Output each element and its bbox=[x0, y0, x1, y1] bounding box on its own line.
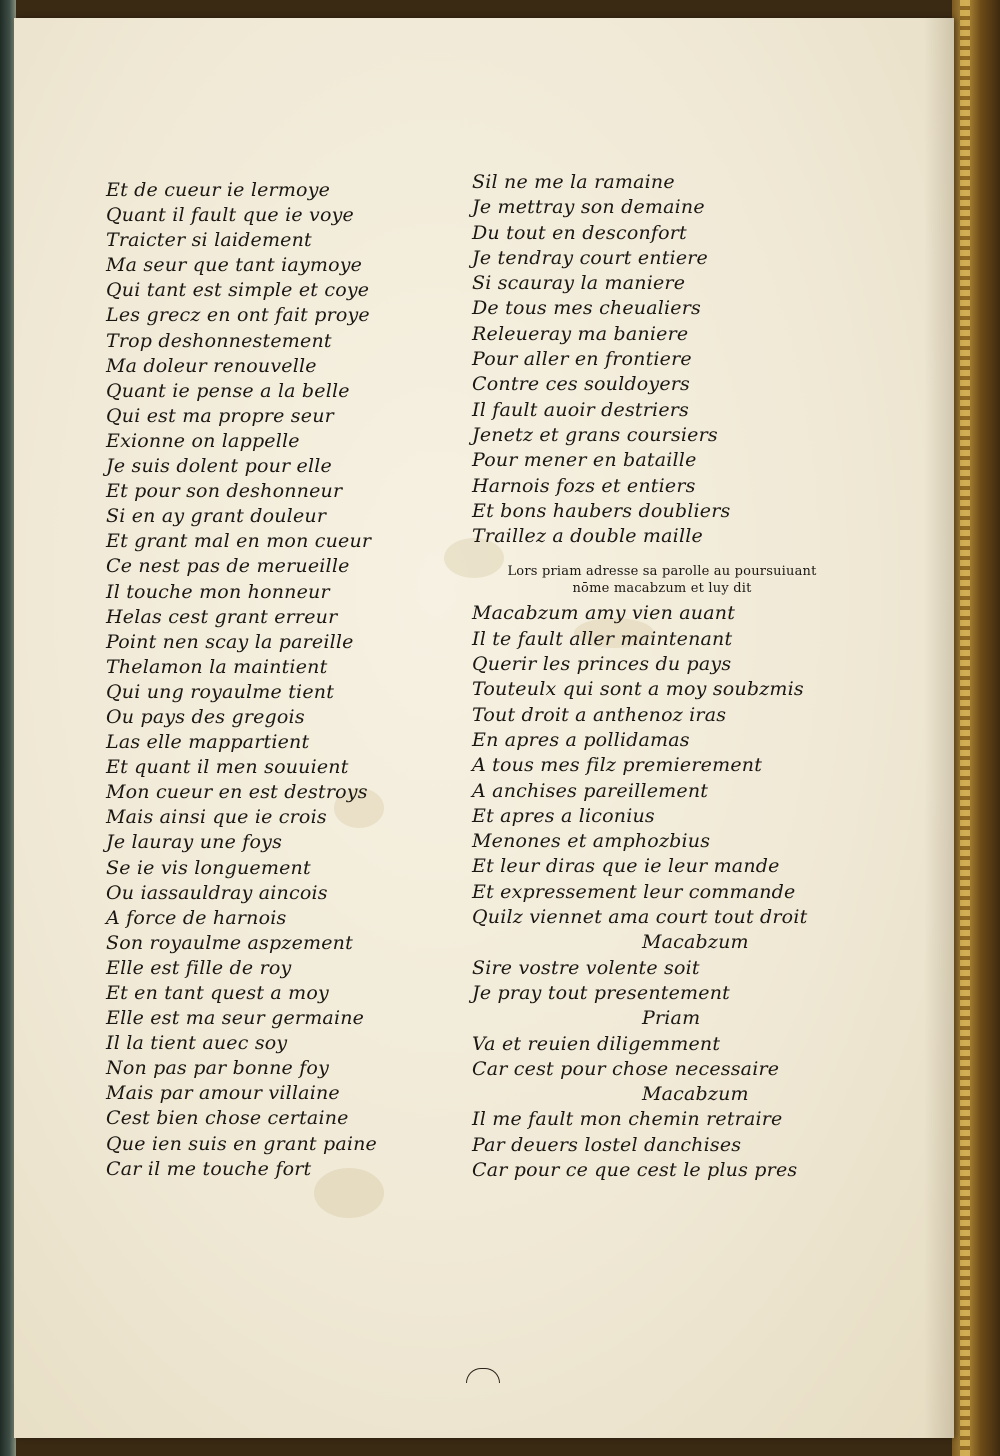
verse-line: A tous mes filz premierement bbox=[472, 754, 763, 777]
verse-line: Elle est ma seur germaine bbox=[106, 1007, 365, 1030]
verse-line: Touteulx qui sont a moy soubzmis bbox=[472, 678, 804, 701]
verse-line: Non pas par bonne foy bbox=[106, 1057, 329, 1080]
verse-line: Sire vostre volente soit bbox=[472, 956, 700, 979]
verse-line: Car cest pour chose necessaire bbox=[472, 1057, 780, 1080]
verse-line: Menones et amphozbius bbox=[472, 830, 711, 853]
verse-line: Ou iassauldray aincois bbox=[106, 881, 328, 904]
verse-line: Il fault auoir destriers bbox=[472, 398, 690, 421]
verse-line: Trop deshonnestement bbox=[106, 329, 332, 352]
verse-line: Traicter si laidement bbox=[106, 229, 312, 252]
verse-line: Si scauray la maniere bbox=[472, 272, 686, 295]
right-column-bottom-verses bbox=[472, 601, 872, 1183]
verse-line: Je lauray une foys bbox=[106, 831, 283, 854]
verse-line: Il la tient auec soy bbox=[106, 1032, 288, 1055]
book-binding-right bbox=[952, 0, 1000, 1456]
verse-line: Harnois fozs et entiers bbox=[472, 474, 696, 497]
verse-line: Et expressement leur commande bbox=[472, 880, 796, 903]
rubric-line: nōme macabzum et luy dit bbox=[572, 581, 752, 597]
verse-line: Ce nest pas de merueille bbox=[106, 555, 350, 578]
verse-line: Qui ung royaulme tient bbox=[106, 680, 335, 703]
verse-line: Il me fault mon chemin retraire bbox=[472, 1108, 783, 1131]
verse-line: Releueray ma baniere bbox=[472, 322, 689, 345]
verse-line: Traillez a double maille bbox=[472, 525, 703, 548]
verse-line: Contre ces souldoyers bbox=[472, 373, 691, 396]
verse-line: Quant il fault que ie voye bbox=[106, 204, 354, 227]
verse-line: Cest bien chose certaine bbox=[106, 1107, 349, 1130]
verse-line: Las elle mappartient bbox=[106, 731, 310, 754]
verse-line: Il te fault aller maintenant bbox=[472, 627, 733, 650]
verse-line: De tous mes cheualiers bbox=[472, 297, 701, 320]
verse-line: Et en tant quest a moy bbox=[106, 982, 329, 1004]
verse-line: Que ien suis en grant paine bbox=[106, 1132, 378, 1155]
verse-line: Jenetz et grans coursiers bbox=[472, 423, 718, 446]
verse-line: Macabzum amy vien auant bbox=[472, 602, 736, 625]
verse-line: En apres a pollidamas bbox=[472, 728, 690, 751]
verse-line: Quant ie pense a la belle bbox=[106, 379, 350, 402]
verse-line: Du tout en desconfort bbox=[472, 221, 687, 244]
verse-line: Et leur diras que ie leur mande bbox=[472, 855, 780, 878]
verse-line: Pour aller en frontiere bbox=[472, 348, 692, 371]
verse-line: Car pour ce que cest le plus pres bbox=[472, 1158, 798, 1181]
verse-line: Si en ay grant douleur bbox=[106, 505, 327, 528]
verse-line: Je mettray son demaine bbox=[472, 196, 705, 219]
speaker-name: Macabzum bbox=[642, 931, 749, 954]
verse-line: Quilz viennet ama court tout droit bbox=[472, 906, 808, 929]
verse-line: Tout droit a anthenoz iras bbox=[472, 703, 727, 726]
speaker-name: Priam bbox=[642, 1007, 701, 1030]
verse-line: Pour mener en bataille bbox=[472, 449, 697, 472]
verse-line: Qui est ma propre seur bbox=[106, 404, 334, 427]
verse-line: Et bons haubers doubliers bbox=[472, 499, 731, 522]
verse-line: Je pray tout presentement bbox=[472, 981, 730, 1004]
right-verse-column bbox=[472, 170, 872, 1183]
verse-line: Par deuers lostel danchises bbox=[472, 1133, 742, 1156]
verse-line: Mais par amour villaine bbox=[106, 1082, 340, 1105]
verse-line: Les grecz en ont fait proye bbox=[106, 304, 370, 327]
manuscript-page bbox=[14, 18, 954, 1438]
verse-line: Et quant il men souuient bbox=[106, 756, 349, 779]
gilt-edge bbox=[960, 0, 970, 1456]
verse-line: Exionne on lappelle bbox=[106, 429, 300, 452]
verse-line: Et pour son deshonneur bbox=[106, 480, 343, 503]
rubric-line: Lors priam adresse sa parolle au poursuiuant bbox=[507, 564, 817, 580]
verse-line: Je tendray court entiere bbox=[472, 246, 709, 269]
left-verse-column bbox=[106, 178, 466, 1182]
verse-line: A force de harnois bbox=[106, 906, 287, 929]
verse-line: Va et reuien diligemment bbox=[472, 1032, 721, 1055]
verse-line: Et apres a liconius bbox=[472, 804, 655, 827]
speaker-name: Macabzum bbox=[642, 1083, 749, 1106]
verse-line: Il touche mon honneur bbox=[106, 580, 330, 603]
verse-line: Ma seur que tant iaymoye bbox=[106, 254, 363, 277]
verse-line: Ou pays des gregois bbox=[106, 705, 305, 728]
verse-line: Qui tant est simple et coye bbox=[106, 279, 370, 302]
verse-line: Je suis dolent pour elle bbox=[106, 455, 332, 478]
verse-line: Mon cueur en est destroys bbox=[106, 781, 368, 804]
verse-line: Car il me touche fort bbox=[106, 1157, 312, 1180]
verse-line: A anchises pareillement bbox=[472, 779, 709, 802]
verse-line: Helas cest grant erreur bbox=[106, 605, 338, 628]
right-column-top-verses bbox=[472, 170, 872, 549]
verse-line: Ma doleur renouvelle bbox=[106, 354, 317, 377]
verse-line: Et de cueur ie lermoye bbox=[106, 179, 331, 201]
page-shadow bbox=[924, 18, 954, 1438]
verse-line: Thelamon la maintient bbox=[106, 655, 328, 678]
verse-line: Elle est fille de roy bbox=[106, 956, 292, 979]
verse-line: Se ie vis longuement bbox=[106, 856, 311, 879]
verse-line: Querir les princes du pays bbox=[472, 653, 732, 676]
verse-line: Mais ainsi que ie crois bbox=[106, 806, 327, 829]
verse-line: Son royaulme aspzement bbox=[106, 931, 353, 954]
verse-line: Sil ne me la ramaine bbox=[472, 171, 675, 193]
verse-line: Point nen scay la pareille bbox=[106, 630, 354, 653]
rubric-stage-direction bbox=[492, 563, 832, 597]
verse-line: Et grant mal en mon cueur bbox=[106, 530, 372, 553]
